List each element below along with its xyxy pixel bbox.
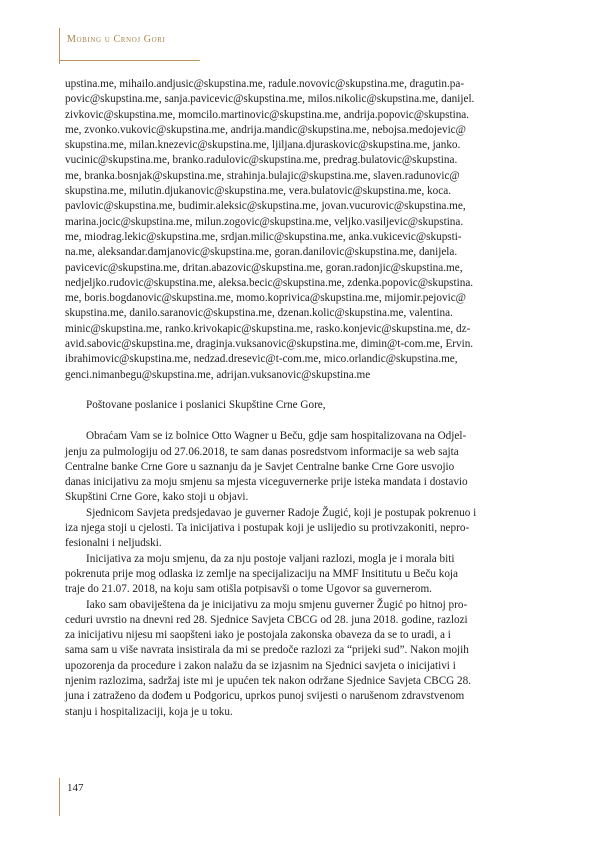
- email-line: skupstina.me, danilo.saranovic@skupstina.me, dzenan.kolic@skupstina.me, valentina.: [65, 307, 453, 320]
- header-vertical-rule: [59, 28, 60, 64]
- page-body: [65, 77, 509, 720]
- paragraph: [65, 506, 509, 552]
- paragraph-line: Iako sam obaviještena da je inicijativu za moju smjenu guverner Žugić po hitnoj pro-: [86, 598, 468, 611]
- paragraph-line: ceduri uvrstio na dnevni red 28. Sjednice Savjeta CBCG od 28. juna 2018. godine, razlozi: [65, 613, 468, 626]
- paragraph-line: juna i zatraženo da dođem u Podgoricu, uprkos punoj svijesti o narušenom zdravstvenom: [65, 690, 465, 703]
- email-line: pavicevic@skupstina.me, dritan.abazovic@skupstina.me, goran.radonjic@skupstina.me,: [65, 261, 463, 274]
- email-line: marina.jocic@skupstina.me, milun.zogovic@skupstina.me, veljko.vasiljevic@skupstina.: [65, 215, 464, 228]
- paragraph-line: traje do 21.07. 2018, na koju sam otišla potpisavši o tome Ugovor sa guvernerom.: [65, 583, 432, 596]
- email-line: genci.nimanbegu@skupstina.me, adrijan.vuksanovic@skupstina.me: [65, 368, 371, 381]
- email-line: me, boris.bogdanovic@skupstina.me, momo.koprivica@skupstina.me, mijomir.pejovic@: [65, 292, 466, 305]
- paragraph-line: Skupštini Crne Gore, kako stoji u objavi.: [65, 491, 249, 504]
- paragraph-line: za inicijativu nijesu mi saopšteni iako je postojala zakonska obaveza da se to uradi, a i: [65, 629, 451, 642]
- paragraph-line: iza njega stoji u cjelosti. Ta inicijativa i postupak koji je uslijedio su protivzakoniti, nepro-: [65, 522, 470, 535]
- paragraph-line: Inicijativa za moju smjenu, da za nju postoje valjani razlozi, mogla je i morala biti: [86, 552, 455, 565]
- paragraph: [65, 429, 509, 505]
- paragraph-line: danas inicijativu za moju smjenu sa mjesta viceguvernerke prije isteka mandata i dostavio: [65, 476, 468, 489]
- page-number: 147: [67, 782, 84, 794]
- email-line: avid.sabovic@skupstina.me, draginja.vuksanovic@skupstina.me, dimin@t-com.me, Ervin.: [65, 338, 474, 351]
- email-line: povic@skupstina.me, sanja.pavicevic@skupstina.me, milos.nikolic@skupstina.me, danijel.: [65, 93, 475, 106]
- letter-paragraphs: [65, 429, 509, 720]
- email-line: upstina.me, mihailo.andjusic@skupstina.me, radule.novovic@skupstina.me, dragutin.pa-: [65, 78, 465, 90]
- email-line: pavlovic@skupstina.me, budimir.aleksic@skupstina.me, jovan.vucurovic@skupstina.me,: [65, 200, 466, 213]
- email-line: skupstina.me, milutin.djukanovic@skupstina.me, vera.bulatovic@skupstina.me, koca.: [65, 185, 451, 198]
- paragraph-line: jenju za pulmologiju od 27.06.2018, te sam danas posredstvom informacije sa web sajta: [65, 445, 459, 458]
- email-list: [65, 77, 509, 383]
- running-header-title: Mobing u Crnoj Gori: [67, 34, 166, 45]
- email-line: na.me, aleksandar.damjanovic@skupstina.me, goran.danilovic@skupstina.me, danijela.: [65, 246, 458, 259]
- email-line: me, zvonko.vukovic@skupstina.me, andrija.mandic@skupstina.me, nebojsa.medojevic@: [65, 123, 466, 136]
- blank-line: [65, 383, 509, 399]
- paragraph-line: Sjednicom Savjeta predsjedavao je guverner Radoje Žugić, koji je postupak pokrenuo i: [86, 506, 477, 519]
- email-line: ibrahimovic@skupstina.me, nedzad.dresevic@t-com.me, mico.orlandic@skupstina.me,: [65, 353, 458, 366]
- email-line: me, miodrag.lekic@skupstina.me, srdjan.milic@skupstina.me, anka.vukicevic@skupsti-: [65, 230, 462, 243]
- salutation: Poštovane poslanice i poslanici Skupštine Crne Gore,: [86, 399, 326, 412]
- email-line: zivkovic@skupstina.me, momcilo.martinovic@skupstina.me, andrija.popovic@skupstina.: [65, 108, 470, 121]
- paragraph-line: pokrenuta prije mog odlaska iz zemlje na specijalizaciju na MMF Insititutu u Beču koja: [65, 567, 459, 580]
- paragraph: [65, 598, 509, 720]
- email-line: nedjeljko.rudovic@skupstina.me, aleksa.becic@skupstina.me, zdenka.popovic@skupstina.: [65, 276, 474, 289]
- paragraph-line: upozorenja da procedure i zakon nalažu da se izjasnim na Sjednici savjeta o inicijativi i: [65, 659, 456, 672]
- paragraph-line: Centralne banke Crne Gore u saznanju da je Savjet Centralne banke Crne Gore usvojio: [65, 460, 455, 473]
- paragraph-line: sama sam u više navrata insistirala da mi se predoče razlozi za “prijeki sud”. Nakon mojih: [65, 644, 469, 657]
- paragraph: [65, 552, 509, 598]
- email-line: skupstina.me, milan.knezevic@skupstina.me, ljiljana.djuraskovic@skupstina.me, janko.: [65, 139, 461, 152]
- header-horizontal-rule: [59, 60, 200, 61]
- paragraph-line: Obraćam Vam se iz bolnice Otto Wagner u Beču, gdje sam hospitalizovana na Odjel-: [86, 430, 467, 443]
- footer-vertical-rule: [59, 778, 60, 816]
- paragraph-line: stanju i hospitalizaciji, koja je u toku.: [65, 705, 233, 718]
- blank-line: [65, 414, 509, 430]
- email-line: me, branka.bosnjak@skupstina.me, strahinja.bulajic@skupstina.me, slaven.radunovic@: [65, 169, 460, 182]
- paragraph-line: fesionalni i neljudski.: [65, 537, 162, 550]
- email-line: vucinic@skupstina.me, branko.radulovic@skupstina.me, predrag.bulatovic@skupstina.: [65, 154, 458, 167]
- paragraph-line: njenim razlozima, sadržaj iste mi je upućen tek nakon održane Sjednice Savjeta CBCG 28.: [65, 674, 472, 687]
- email-line: minic@skupstina.me, ranko.krivokapic@skupstina.me, rasko.konjevic@skupstina.me, dz-: [65, 322, 471, 335]
